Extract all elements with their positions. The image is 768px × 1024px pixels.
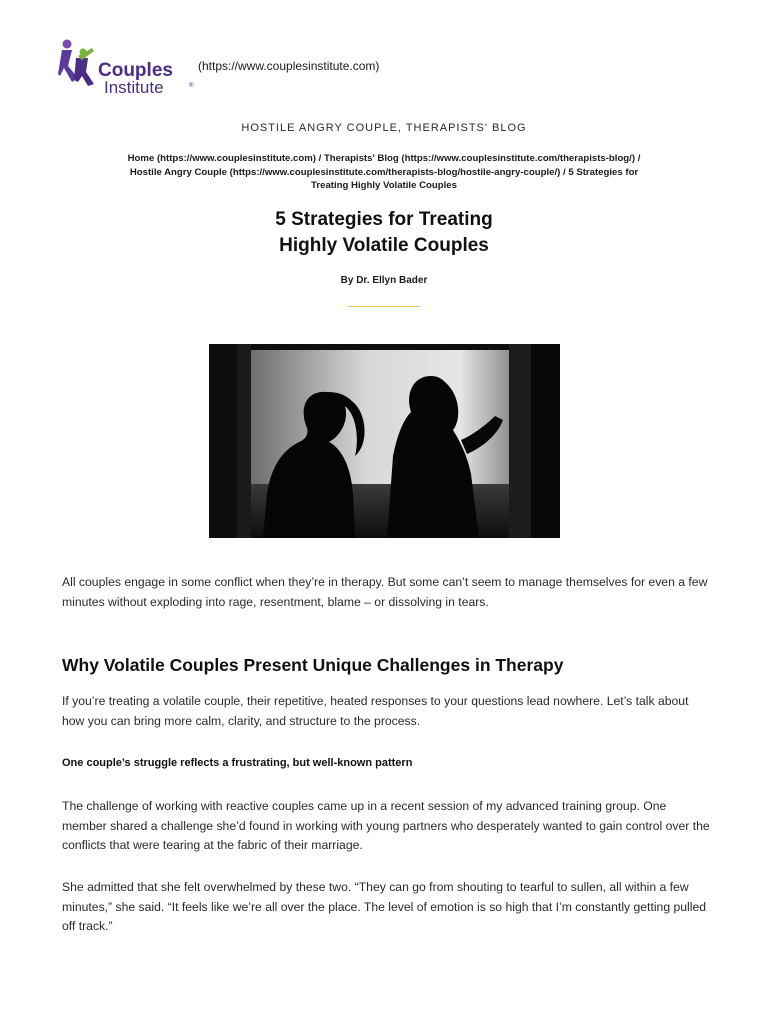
intro-paragraph: All couples engage in some conflict when they’re in therapy. But some can’t seem to manage themselves for even a few minutes without exploding into rage, resentment, blame – or dissolving in tears. bbox=[62, 575, 708, 609]
couples-institute-logo bbox=[58, 38, 200, 98]
logo-url-link[interactable]: (https://www.couplesinstitute.com) bbox=[198, 59, 380, 73]
svg-text:®: ® bbox=[189, 83, 194, 89]
body-paragraph: If you’re treating a volatile couple, their repetitive, heated responses to your questions lead nowhere. Let’s talk about how you can bring more calm, clarity, and structure to the process. bbox=[62, 694, 689, 728]
author-byline: By Dr. Ellyn Bader bbox=[340, 275, 428, 286]
breadcrumb-line[interactable]: Hostile Angry Couple (https://www.couplesinstitute.com/therapists-blog/hostile-angry-couple/) / 5 Strategies for bbox=[129, 166, 639, 178]
breadcrumb bbox=[58, 152, 710, 193]
breadcrumb-line[interactable]: Home (https://www.couplesinstitute.com) / Therapists' Blog (https://www.couplesinstitute.com/therapists-blog/) / bbox=[127, 153, 641, 164]
svg-text:Couples: Couples bbox=[98, 60, 173, 81]
post-category[interactable]: HOSTILE ANGRY COUPLE, THERAPISTS' BLOG bbox=[241, 122, 527, 134]
hero-image bbox=[209, 344, 560, 538]
section-heading: Why Volatile Couples Present Unique Challenges in Therapy bbox=[62, 655, 564, 675]
breadcrumb-line: Treating Highly Volatile Couples bbox=[311, 180, 457, 191]
page-title: 5 Strategies for Treating Highly Volatile Couples bbox=[275, 209, 493, 256]
svg-text:Institute: Institute bbox=[104, 78, 164, 97]
body-paragraph: The challenge of working with reactive couples came up in a recent session of my advanced training group. One member shared a challenge she’d found in working with young partners who desperately wanted to gain control over the conflicts that were tearing at the fabric of their marriage. bbox=[62, 799, 710, 852]
title-divider bbox=[348, 306, 420, 307]
subsection-heading: One couple’s struggle reflects a frustrating, but well-known pattern bbox=[62, 757, 413, 769]
body-paragraph: She admitted that she felt overwhelmed by these two. “They can go from shouting to tearful to sullen, all within a few minutes,” she said. “It feels like we’re all over the place. The level of emotion is so high that I’m constantly getting pulled off track.” bbox=[62, 880, 707, 933]
